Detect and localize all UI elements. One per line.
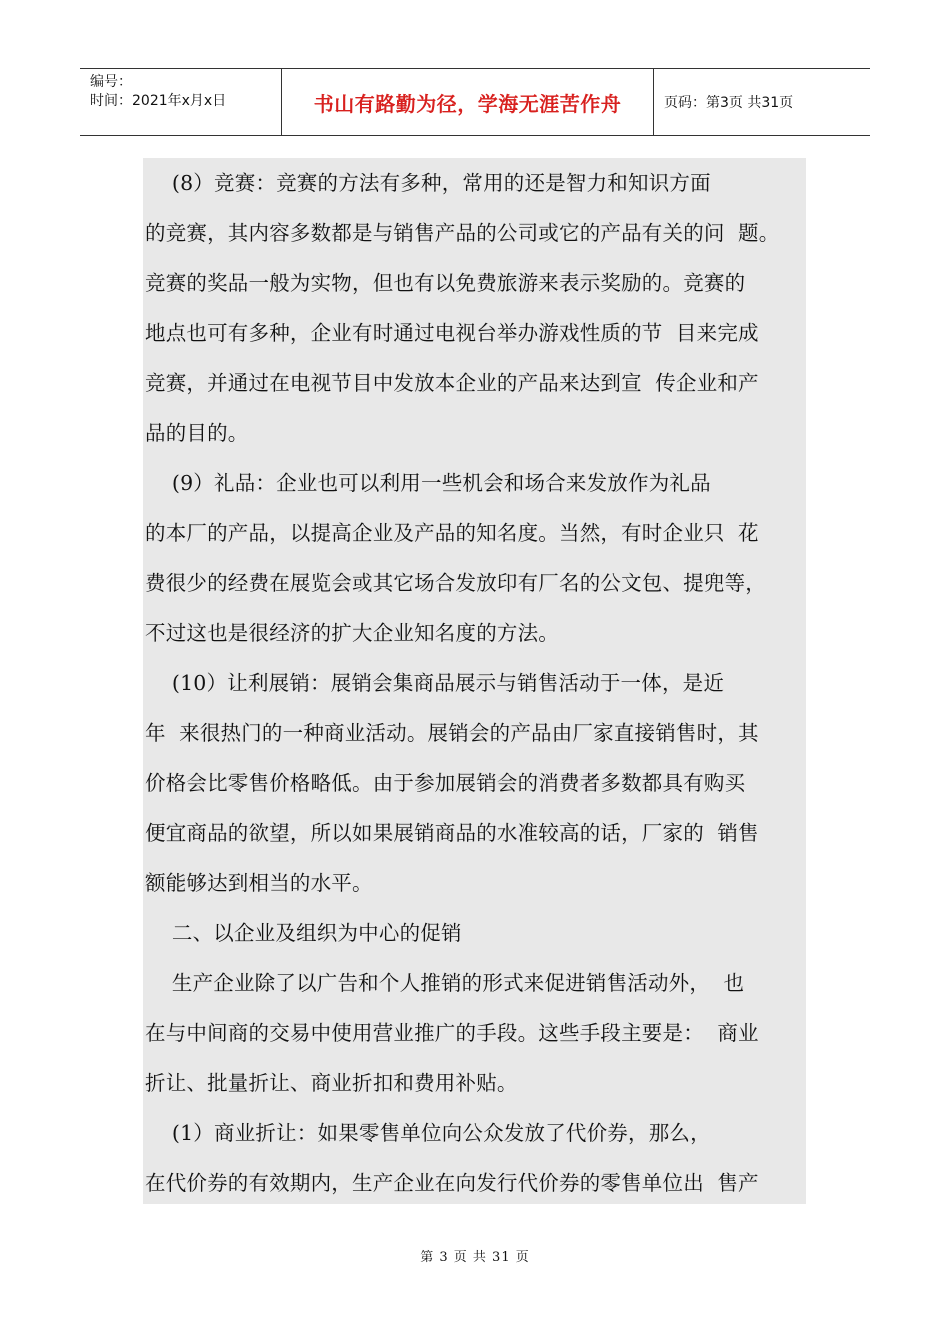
text-line: (1）商业折让：如果零售单位向公众发放了代价券，那么，: [145, 1121, 711, 1145]
body-text-area: [143, 158, 806, 1204]
text-line: 的本厂的产品，以提高企业及产品的知名度。当然，有时企业只 花: [145, 521, 759, 545]
document-time-label: 时间：2021年x月x日: [90, 93, 227, 109]
text-line: 年 来很热门的一种商业活动。展销会的产品由厂家直接销售时，其: [145, 721, 759, 745]
text-line: 竞赛，并通过在电视节目中发放本企业的产品来达到宣 传企业和产: [145, 371, 759, 395]
text-line: (9）礼品：企业也可以利用一些机会和场合来发放作为礼品: [145, 471, 711, 495]
text-line: 费很少的经费在展览会或其它场合发放印有厂名的公文包、提兜等，: [145, 571, 766, 595]
text-line: (10）让利展销：展销会集商品展示与销售活动于一体，是近: [145, 671, 725, 695]
text-line: 生产企业除了以广告和个人推销的形式来促进销售活动外， 也: [145, 971, 745, 995]
page-header: [80, 68, 870, 136]
header-motto: 书山有路勤为径，学海无涯苦作舟: [282, 69, 654, 135]
text-line: 在与中间商的交易中使用营业推广的手段。这些手段主要是： 商业: [145, 1021, 759, 1045]
text-line: (8）竞赛：竞赛的方法有多种，常用的还是智力和知识方面: [145, 171, 711, 195]
text-line: 竞赛的奖品一般为实物，但也有以免费旅游来表示奖励的。竞赛的: [145, 271, 746, 295]
text-line: 额能够达到相当的水平。: [145, 871, 373, 895]
text-line: 在代价券的有效期内，生产企业在向发行代价券的零售单位出 售产: [145, 1171, 759, 1195]
text-line: 价格会比零售价格略低。由于参加展销会的消费者多数都具有购买: [145, 771, 746, 795]
text-line: 品的目的。: [145, 421, 249, 445]
text-line: 折让、批量折让、商业折扣和费用补贴。: [145, 1071, 518, 1095]
header-page-info: 页码：第3页 共31页: [664, 95, 794, 111]
document-number-label: 编号：: [90, 74, 132, 90]
text-line: 便宜商品的欲望，所以如果展销商品的水准较高的话，厂家的 销售: [145, 821, 759, 845]
page-footer: 第 3 页 共 31 页: [420, 1250, 530, 1265]
text-line: 的竞赛，其内容多数都是与销售产品的公司或它的产品有关的问 题。: [145, 221, 780, 245]
header-meta: [80, 69, 282, 135]
text-line: 二、以企业及组织为中心的促销: [145, 921, 462, 945]
text-line: 不过这也是很经济的扩大企业知名度的方法。: [145, 621, 559, 645]
text-line: 地点也可有多种，企业有时通过电视台举办游戏性质的节 目来完成: [145, 321, 759, 345]
